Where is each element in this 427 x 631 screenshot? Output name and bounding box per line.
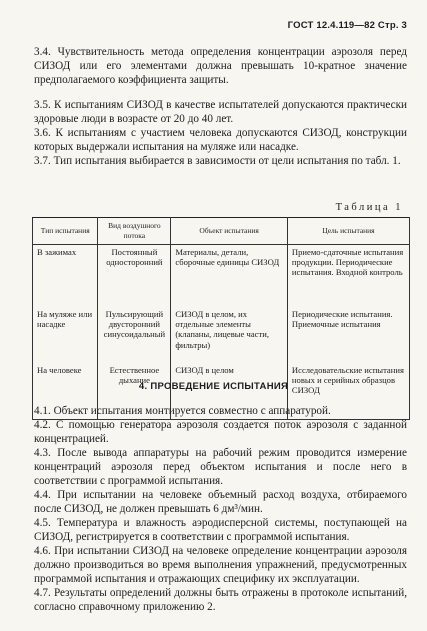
paragraph-3-6: 3.6. К испытаниям с участием человека допускаются СИЗОД, конструкции которых выдержали испытания на муляже или насадке. bbox=[34, 127, 407, 154]
table-header-cell: Объект испытания bbox=[171, 218, 288, 245]
table-cell: В зажимах bbox=[33, 245, 98, 308]
paragraph-3-4: 3.4. Чувствительность метода определения концентрации аэрозоля перед СИЗОД или его элементами должна превышать 10-кратное значение предполагаемого коэффициента защиты. bbox=[34, 46, 407, 87]
table-cell: На человеке bbox=[33, 363, 98, 420]
section-title: 4. ПРОВЕДЕНИЕ ИСПЫТАНИЯ bbox=[138, 381, 289, 392]
table-header-cell: Цель испытания bbox=[287, 218, 409, 245]
table-cell: Приемо-сдаточные испытания продукции. Периодические испытания. Входной контроль bbox=[287, 245, 409, 308]
table-cell: Материалы, детали, сборочные единицы СИЗОД bbox=[171, 245, 288, 308]
table-cell: Исследовательские испытания новых и серийных образцов СИЗОД bbox=[287, 363, 409, 420]
table-cell: СИЗОД в целом, их отдельные элементы (клапаны, лицевые части, фильтры) bbox=[171, 307, 288, 363]
table-cell: Естественное дыхание bbox=[98, 363, 171, 420]
paragraph-4-1: 4.1. Объект испытания монтируется совместно с аппаратурой. bbox=[34, 405, 331, 417]
table-caption: Таблица 1 bbox=[335, 202, 403, 213]
page-header: ГОСТ 12.4.119—82 Стр. 3 bbox=[287, 20, 407, 31]
table-cell: Пульсирующий двусторонний синусоидальный bbox=[98, 307, 171, 363]
paragraph-3-5: 3.5. К испытаниям СИЗОД в качестве испытателей допускаются практически здоровые люди в возрасте от 20 до 40 лет. bbox=[34, 99, 407, 126]
table-header-cell: Вид воздушного потока bbox=[98, 218, 171, 245]
table-header-cell: Тип испытания bbox=[33, 218, 98, 245]
paragraph-4-2: 4.2. С помощью генератора аэрозоля создается поток аэрозоля с заданной концентрацией. bbox=[34, 419, 407, 446]
table-row bbox=[33, 245, 410, 308]
table-cell: Периодические испытания. Приемочные испытания bbox=[287, 307, 409, 363]
table-row bbox=[33, 307, 410, 363]
table-cell: На муляже или насадке bbox=[33, 307, 98, 363]
paragraph-4-6: 4.6. При испытании СИЗОД на человеке определение концентрации аэрозоля должно производиться во время выполнения упражнений, предусмотренных программой испытания и отражающих специфику их эксплуатации. bbox=[34, 545, 407, 586]
table-cell: Постоянный односторонний bbox=[98, 245, 171, 308]
table-cell: СИЗОД в целом bbox=[171, 363, 288, 420]
paragraph-4-5: 4.5. Температура и влажность аэродисперсной системы, поступающей на СИЗОД, регистрируется в соответствии с программой испытания. bbox=[34, 517, 407, 544]
paragraph-4-4: 4.4. При испытании на человеке объемный расход воздуха, отбираемого после СИЗОД, не должен превышать 6 дм³/мин. bbox=[34, 489, 407, 516]
paragraph-4-7: 4.7. Результаты определений должны быть отражены в протоколе испытаний, согласно справочному приложению 2. bbox=[34, 587, 407, 614]
paragraph-3-7: 3.7. Тип испытания выбирается в зависимости от цели испытания по табл. 1. bbox=[34, 155, 401, 167]
paragraph-4-3: 4.3. После вывода аппаратуры на рабочий режим проводится измерение концентраций аэрозоля перед объектом испытания и после него в соответствии с программой испытания. bbox=[34, 447, 407, 488]
table-header-row bbox=[33, 218, 410, 245]
